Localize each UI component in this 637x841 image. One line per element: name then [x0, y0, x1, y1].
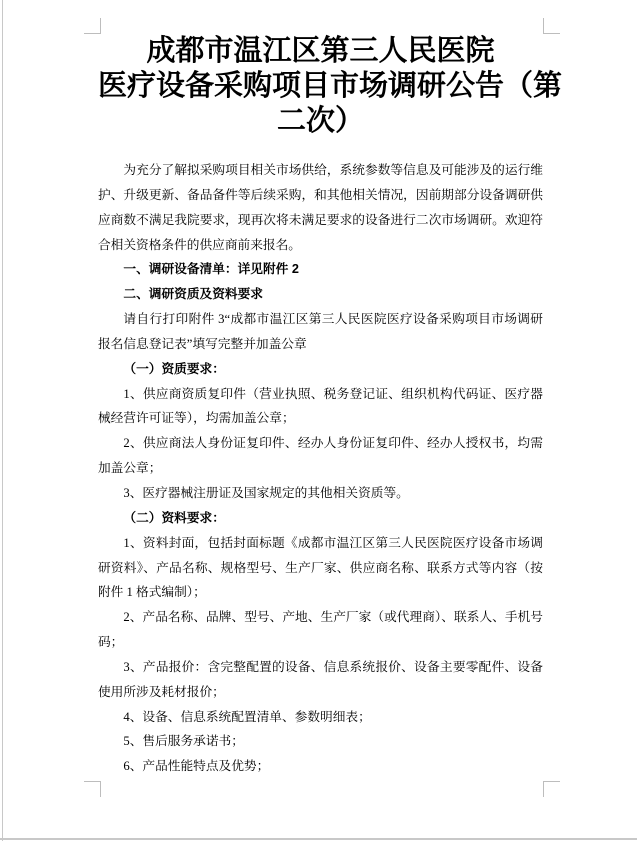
paragraph: 3、医疗器械注册证及国家规定的其他相关资质等。 [123, 485, 409, 500]
page-edge-left [2, 0, 3, 841]
paragraph: 3、产品报价：含完整配置的设备、信息系统报价、设备主要零配件、设备使用所涉及耗材报价； [98, 659, 543, 699]
section-heading: （二）资料要求： [123, 510, 225, 525]
margin-mark-top-right-icon [543, 18, 560, 34]
paragraph: 5、售后服务承诺书； [123, 734, 244, 749]
section-heading: （一）资质要求： [123, 361, 225, 376]
margin-mark-bottom-right-icon [543, 781, 560, 797]
paragraph: 1、资料封面，包括封面标题《成都市温江区第三人民医院医疗设备市场调研资料》、产品名称、规格型号、生产厂家、供应商名称、联系方式等内容（按附件 1 格式编制）； [98, 535, 543, 600]
margin-mark-top-left-icon [84, 18, 101, 34]
paragraph: 2、供应商法人身份证复印件、经办人身份证复印件、经办人授权书，均需加盖公章； [98, 436, 543, 476]
document-title-line-2: 医疗设备采购项目市场调研公告（第 [98, 70, 563, 102]
paragraph: 请自行打印附件 3“成都市温江区第三人民医院医疗设备采购项目市场调研报名信息登记表”填写完整并加盖公章 [98, 312, 543, 351]
paragraph: 2、产品名称、品牌、型号、产地、生产厂家（或代理商）、联系人、手机号码； [98, 610, 543, 650]
document-title-line-3: 二次） [276, 105, 364, 137]
document-body [98, 158, 543, 779]
section-heading: 一、调研设备清单：详见附件 2 [123, 262, 299, 277]
page-edge-bottom [0, 838, 637, 840]
paragraph: 为充分了解拟采购项目相关市场供给，系统参数等信息及可能涉及的运行维护、升级更新、备品备件等后续采购，和其他相关情况，因前期部分设备调研供应商数不满足我院要求，现再次将未满足要求的设备进行二次市场调研。欢迎符合相关资格条件的供应商前来报名。 [98, 163, 543, 252]
section-heading: 二、调研资质及资料要求 [123, 287, 263, 302]
paragraph: 4、设备、信息系统配置清单、参数明细表； [123, 709, 371, 724]
paragraph: 6、产品性能特点及优势； [123, 759, 270, 774]
document-title [98, 34, 563, 139]
margin-mark-bottom-left-icon [84, 781, 101, 797]
document-title-line-1: 成都市温江区第三人民医院 [146, 35, 495, 67]
paragraph: 1、供应商资质复印件（营业执照、税务登记证、组织机构代码证、医疗器械经营许可证等），均需加盖公章； [98, 386, 543, 426]
